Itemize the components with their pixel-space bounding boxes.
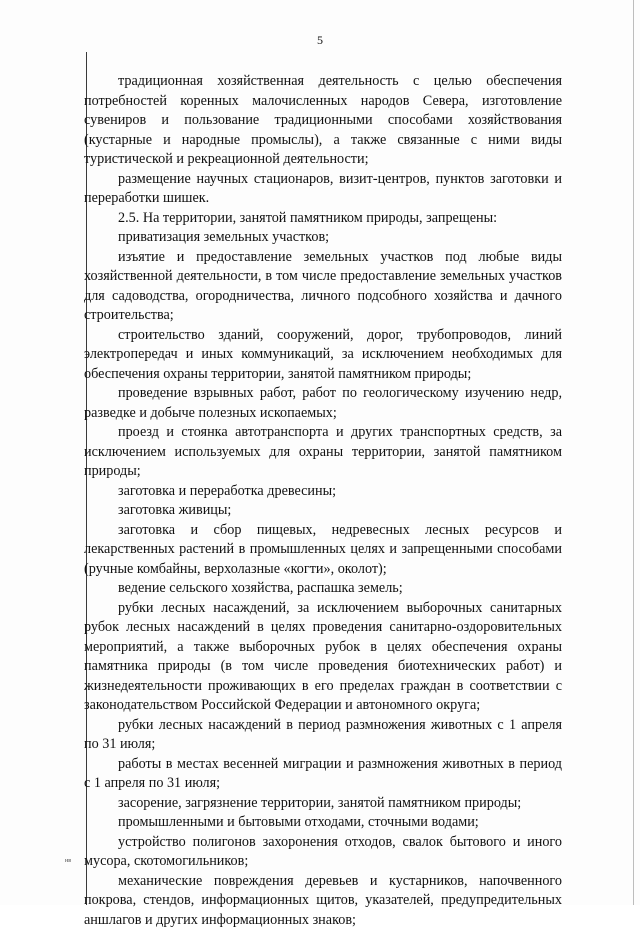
- paragraph: проезд и стоянка автотранспорта и других транспортных средств, за исключением используемых для охраны территории, занятой памятником природы;: [84, 423, 562, 482]
- paragraph: промышленными и бытовыми отходами, сточными водами;: [84, 813, 562, 833]
- paragraph: изъятие и предоставление земельных участков под любые виды хозяйственной деятельности, в том числе предоставление земельных участков для садоводства, огородничества, личного подсобного хозяйства и дачного строительства;: [84, 248, 562, 326]
- paragraph: заготовка живицы;: [84, 501, 562, 521]
- paragraph: размещение научных стационаров, визит-центров, пунктов заготовки и переработки шишек.: [84, 170, 562, 209]
- page-number: 5: [0, 33, 640, 48]
- paragraph: засорение, загрязнение территории, занятой памятником природы;: [84, 794, 562, 814]
- paragraph: заготовка и сбор пищевых, недревесных лесных ресурсов и лекарственных растений в промышленных целях и запрещенными способами (ручные комбайны, верхолазные «когти», околот);: [84, 521, 562, 580]
- paragraph: 2.5. На территории, занятой памятником природы, запрещены:: [84, 209, 562, 229]
- paragraph: механические повреждения деревьев и кустарников, напочвенного покрова, стендов, информационных щитов, указателей, предупредительных аншлагов и других информационных знаков;: [84, 872, 562, 930]
- paragraph: проведение взрывных работ, работ по геологическому изучению недр, разведке и добыче полезных ископаемых;: [84, 384, 562, 423]
- document-body: [84, 72, 562, 930]
- paragraph: работы в местах весенней миграции и размножения животных в период с 1 апреля по 31 июля;: [84, 755, 562, 794]
- paragraph: приватизация земельных участков;: [84, 228, 562, 248]
- margin-stamp: нв: [65, 858, 71, 864]
- paragraph: устройство полигонов захоронения отходов, свалок бытового и иного мусора, скотомогильников;: [84, 833, 562, 872]
- paragraph: заготовка и переработка древесины;: [84, 482, 562, 502]
- paragraph: строительство зданий, сооружений, дорог, трубопроводов, линий электропередач и иных коммуникаций, за исключением необходимых для обеспечения охраны территории, занятой памятником природы;: [84, 326, 562, 385]
- paragraph: рубки лесных насаждений, за исключением выборочных санитарных рубок лесных насаждений в целях проведения санитарно-оздоровительных мероприятий, а также выборочных рубок в целях обеспечения охраны памятника природы (в том числе проведения биотехнических работ) и жизнедеятельности проживающих в его пределах граждан в соответствии с законодательством Российской Федерации и автономного округа;: [84, 599, 562, 716]
- paragraph: ведение сельского хозяйства, распашка земель;: [84, 579, 562, 599]
- paragraph: рубки лесных насаждений в период размножения животных с 1 апреля по 31 июля;: [84, 716, 562, 755]
- paragraph: традиционная хозяйственная деятельность с целью обеспечения потребностей коренных малочисленных народов Севера, изготовление сувениров и пользование традиционными способами хозяйствования (кустарные и народные промыслы), а также связанные с ними виды туристической и рекреационной деятельности;: [84, 72, 562, 170]
- right-scan-edge: [633, 0, 634, 905]
